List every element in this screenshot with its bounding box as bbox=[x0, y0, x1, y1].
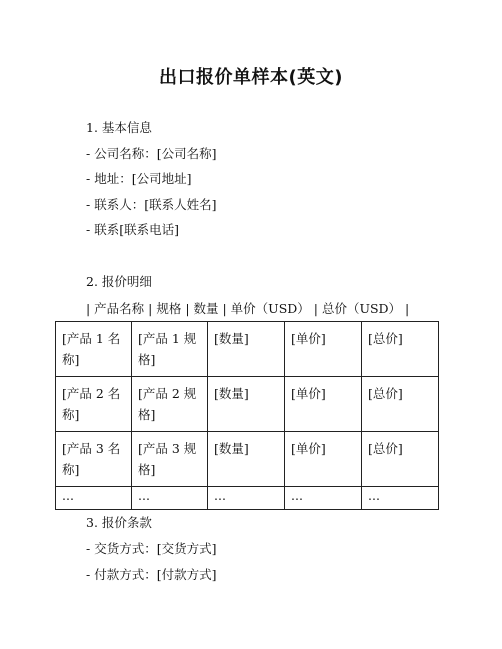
ellipsis-cell: ... bbox=[132, 487, 208, 510]
contact-person-line: - 联系人：[联系人姓名] bbox=[86, 197, 217, 212]
table-row bbox=[56, 432, 439, 487]
payment-method-line: - 付款方式：[付款方式] bbox=[86, 567, 217, 582]
section-heading-quote-details: 2. 报价明细 bbox=[86, 274, 152, 289]
quantity-cell: [数量] bbox=[208, 377, 285, 432]
quantity-cell: [数量] bbox=[208, 432, 285, 487]
table-row bbox=[56, 377, 439, 432]
table-row bbox=[56, 322, 439, 377]
table-header-line: | 产品名称 | 规格 | 数量 | 单价（USD） | 总价（USD） | bbox=[86, 301, 410, 316]
section-heading-basic-info: 1. 基本信息 bbox=[86, 120, 152, 135]
unit-price-cell: [单价] bbox=[285, 432, 362, 487]
contact-phone-line: - 联系[联系电话] bbox=[86, 222, 179, 237]
unit-price-cell: [单价] bbox=[285, 377, 362, 432]
address-line: - 地址：[公司地址] bbox=[86, 171, 192, 186]
company-name-line: - 公司名称：[公司名称] bbox=[86, 146, 217, 161]
product-spec-cell: [产品 1 规格] bbox=[132, 322, 208, 377]
ellipsis-cell: ... bbox=[362, 487, 439, 510]
delivery-method-line: - 交货方式：[交货方式] bbox=[86, 541, 217, 556]
product-name-cell: [产品 3 名称] bbox=[56, 432, 132, 487]
product-spec-cell: [产品 2 规格] bbox=[132, 377, 208, 432]
ellipsis-cell: ... bbox=[208, 487, 285, 510]
table-row bbox=[56, 487, 439, 510]
product-name-cell: [产品 2 名称] bbox=[56, 377, 132, 432]
product-name-cell: [产品 1 名称] bbox=[56, 322, 132, 377]
quantity-cell: [数量] bbox=[208, 322, 285, 377]
ellipsis-cell: ... bbox=[56, 487, 132, 510]
document-title: 出口报价单样本(英文) bbox=[159, 67, 343, 88]
total-price-cell: [总价] bbox=[362, 377, 439, 432]
product-spec-cell: [产品 3 规格] bbox=[132, 432, 208, 487]
unit-price-cell: [单价] bbox=[285, 322, 362, 377]
quote-table bbox=[55, 321, 439, 510]
ellipsis-cell: ... bbox=[285, 487, 362, 510]
total-price-cell: [总价] bbox=[362, 432, 439, 487]
total-price-cell: [总价] bbox=[362, 322, 439, 377]
section-heading-quote-terms: 3. 报价条款 bbox=[86, 515, 152, 530]
